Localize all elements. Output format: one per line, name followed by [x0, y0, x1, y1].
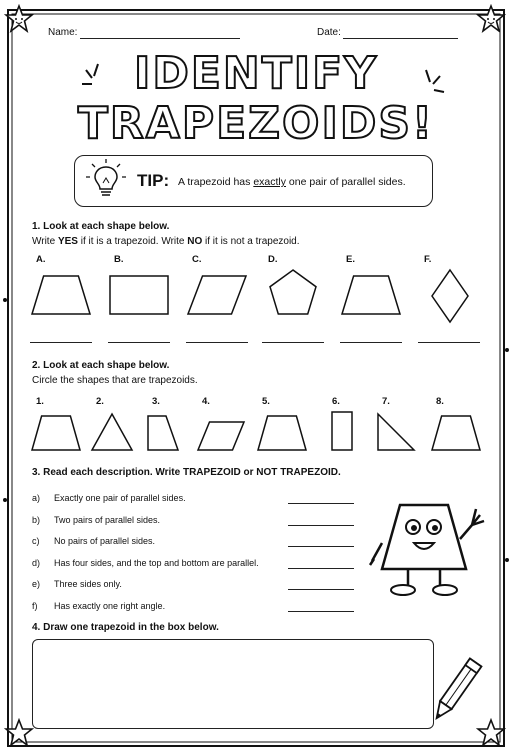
shape-letter: A.	[36, 254, 46, 265]
tip-text-after: one pair of parallel sides.	[286, 176, 406, 188]
star-icon	[476, 4, 506, 34]
pentagon-shape	[270, 270, 316, 314]
trapezoid-shape	[342, 276, 400, 314]
section1-instruction	[32, 236, 300, 247]
description-letter: d)	[32, 557, 41, 568]
answer-line[interactable]	[108, 342, 170, 343]
shape-c	[186, 274, 248, 316]
description-answer-line[interactable]	[288, 525, 354, 526]
circle-shape-8	[430, 414, 482, 452]
date-label: Date:	[317, 27, 341, 38]
date-field[interactable]	[343, 38, 458, 39]
rectangle-shape	[110, 276, 168, 314]
shape-number: 7.	[382, 396, 390, 407]
rectangle-shape	[332, 412, 352, 450]
shape-d	[268, 268, 318, 316]
shape-number: 1.	[36, 396, 44, 407]
lightbulb-icon	[84, 158, 128, 202]
shape-letter: E.	[346, 254, 355, 265]
shape-a	[30, 274, 92, 316]
shape-letter: F.	[424, 254, 432, 265]
answer-line[interactable]	[30, 342, 92, 343]
right-triangle-shape	[378, 414, 414, 450]
trapezoid-shape	[258, 416, 306, 450]
circle-shape-3	[146, 414, 180, 452]
description-answer-line[interactable]	[288, 546, 354, 547]
shape-number: 8.	[436, 396, 444, 407]
circle-shape-4	[196, 420, 246, 452]
shape-f	[430, 268, 470, 324]
section3-heading: 3. Read each description. Write TRAPEZOID or NOT TRAPEZOID.	[32, 467, 341, 478]
tip-text-before: A trapezoid has	[178, 176, 254, 188]
parallelogram-shape	[198, 422, 244, 450]
circle-shape-1	[30, 414, 82, 452]
shape-number: 3.	[152, 396, 160, 407]
circle-shape-7	[376, 412, 416, 452]
trapezoid-shape	[32, 416, 80, 450]
description-text: Two pairs of parallel sides.	[54, 514, 161, 525]
description-answer-line[interactable]	[288, 589, 354, 590]
shape-number: 5.	[262, 396, 270, 407]
description-text: Three sides only.	[54, 579, 122, 589]
shape-b	[108, 274, 170, 316]
description-answer-line[interactable]	[288, 568, 354, 569]
trapezoid-mascot-icon	[368, 495, 490, 605]
shape-number: 4.	[202, 396, 210, 407]
section1-heading: 1. Look at each shape below.	[32, 221, 170, 232]
answer-line[interactable]	[262, 342, 324, 343]
description-text: Has four sides, and the top and bottom are parallel.	[54, 557, 259, 568]
pencil-icon	[420, 652, 490, 732]
shape-number: 2.	[96, 396, 104, 407]
shape-letter: C.	[192, 254, 202, 265]
name-field[interactable]	[80, 38, 240, 39]
shape-e	[340, 274, 402, 316]
instr-mid: if it is a trapezoid. Write	[77, 236, 188, 247]
answer-line[interactable]	[340, 342, 402, 343]
rhombus-shape	[432, 270, 468, 322]
parallelogram-shape	[188, 276, 246, 314]
description-letter: a)	[32, 493, 41, 503]
section4-heading: 4. Draw one trapezoid in the box below.	[32, 622, 219, 633]
description-text: Exactly one pair of parallel sides.	[54, 493, 186, 503]
answer-line[interactable]	[418, 342, 480, 343]
instr-end: if it is not a trapezoid.	[202, 236, 300, 247]
circle-shape-2	[90, 412, 134, 452]
description-letter: c)	[32, 536, 40, 546]
trapezoid-shape	[32, 276, 90, 314]
shape-number: 6.	[332, 396, 340, 407]
tip-text	[178, 176, 406, 188]
name-label: Name:	[48, 27, 78, 38]
description-letter: e)	[32, 579, 41, 589]
description-text: No pairs of parallel sides.	[54, 536, 156, 546]
page-title-line1: IDENTIFY	[133, 48, 379, 99]
answer-line[interactable]	[186, 342, 248, 343]
shape-letter: B.	[114, 254, 124, 265]
description-letter: f)	[32, 600, 38, 611]
right-trapezoid-shape	[148, 416, 178, 450]
description-answer-line[interactable]	[288, 611, 354, 612]
description-answer-line[interactable]	[288, 503, 354, 504]
star-icon	[4, 718, 34, 748]
star-icon	[4, 4, 34, 34]
section2-instruction: Circle the shapes that are trapezoids.	[32, 375, 198, 386]
description-letter: b)	[32, 514, 41, 525]
description-text: Has exactly one right angle.	[54, 600, 166, 611]
instr-write: Write	[32, 236, 58, 247]
circle-shape-6	[330, 410, 354, 452]
tip-label: TIP:	[137, 171, 170, 190]
section2-heading: 2. Look at each shape below.	[32, 360, 170, 371]
instr-yes: YES	[57, 236, 78, 247]
page-title-line2: TRAPEZOIDS!	[77, 98, 435, 149]
shape-letter: D.	[268, 254, 278, 265]
sparkle-icon	[418, 66, 448, 106]
instr-no: NO	[187, 236, 203, 247]
trapezoid-shape	[432, 416, 480, 450]
tip-emphasis: exactly	[253, 176, 286, 188]
sparkle-icon	[78, 60, 108, 100]
triangle-shape	[92, 414, 132, 450]
drawing-box[interactable]	[32, 639, 434, 729]
circle-shape-5	[256, 414, 308, 452]
